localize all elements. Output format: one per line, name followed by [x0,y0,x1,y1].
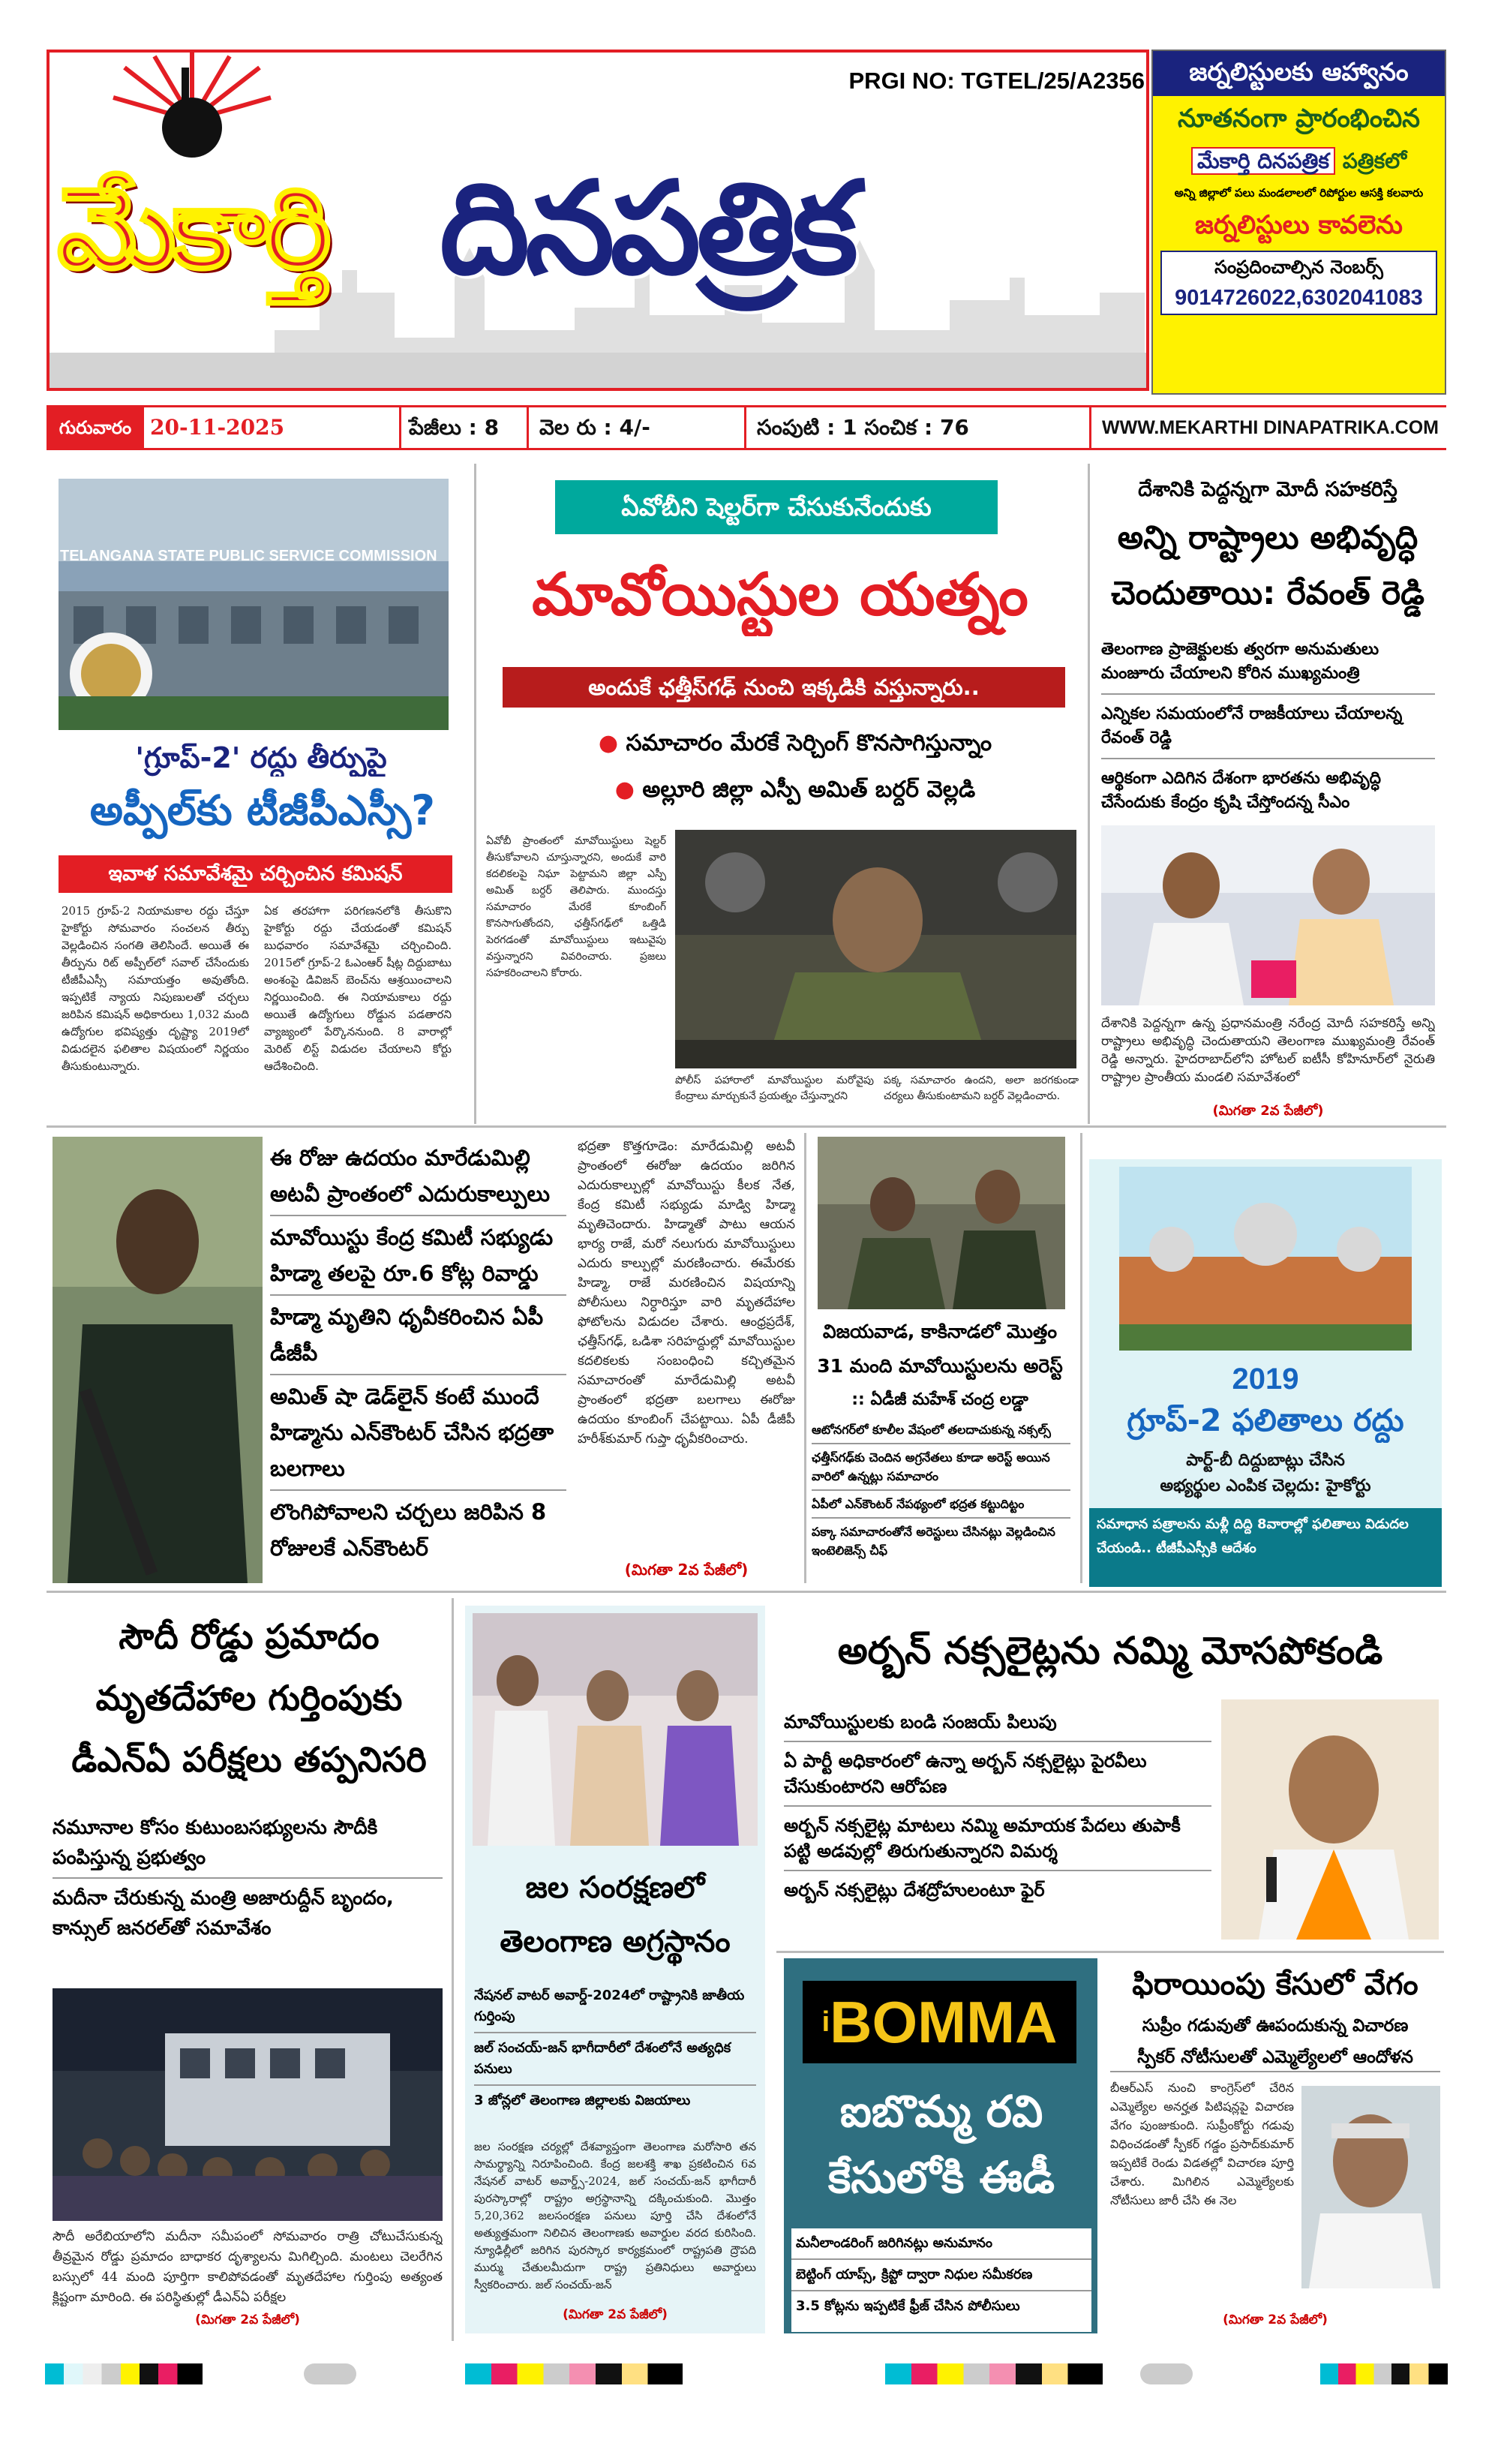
arrest-photo [818,1137,1065,1309]
date-day: గురువారం [47,407,144,448]
s2-caption-right: పక్క సమాచారం ఉందని, అలా జరగకుండా చర్యలు తీసుకుంటామని బర్దర్ వెల్లడించారు. [884,1074,1079,1102]
cm-meeting-photo [1101,825,1435,1005]
high-court-photo [1119,1167,1412,1351]
s4-h2: మావోయిస్టు కేంద్ర కమిటీ సభ్యుడు హిడ్మా తలపై రూ.6 కోట్ల రివార్డు [270,1216,566,1296]
ad-line: అన్ని జిల్లాలో పలు మండలాలలో రిపోర్టుల ఆసక్తి కలవారు [1174,186,1424,200]
s6-title: గ్రూప్-2 ఫలితాలు రద్దు [1127,1402,1404,1438]
masthead-title-red: మేకార్తి [57,164,327,294]
divider [1080,1133,1082,1583]
hidma-photo [53,1137,263,1583]
ibomma-logo-main: BOMMA [830,1989,1058,2055]
s1-kicker: 'గ్రూప్-2' రద్దు తీర్పుపై [135,741,387,774]
s5-sub: :: ఏడీజీ మహేశ్ చంద్ర లడ్డా [851,1390,1028,1409]
s8-box [465,1606,765,2333]
s2-bullet1-text: సమాచారం మేరకే సెర్చింగ్ కొనసాగిస్తున్నాం [626,730,992,756]
s2-body: ఏవోబీ ప్రాంతంలో మావోయిస్టులు షెల్టర్ తీసుకోవాలని చూస్తున్నారని, అందుకే వారి కదలికలపై నిఘా పెట్టామని జిల్లా ఎస్పీ అమిత్ బర్దర్ తెలిపారు. ముందస్తు సమాచారం మేరకే కూంబింగ్ కొనసాగుతోందని, ఛత్తీస్‌గఢ్‌లో ఒత్తిడి పెరగడంతో మావోయిస్టులు ఇటువైపు వస్తున్నారని వివరించారు. ప్రజలు సహకరించాలని కోరారు. [486,835,666,979]
s4-h1: ఈ రోజు ఉదయం మారేడుమిల్లి అటవీ ప్రాంతంలో ఎదురుకాల్పులు [270,1137,566,1216]
divider [474,464,476,1124]
s9-point2: ఏ పార్టీ అధికారంలో ఉన్నా అర్బన్ నక్సలైట్లు పైరవీలు చేసుకుంటారని ఆరోపణ [784,1742,1211,1807]
s10-point1: మనీలాండరింగ్ జరిగినట్లు అనుమానం [791,2228,1091,2260]
s10-point2: బెట్టింగ్ యాప్స్, క్రిప్టో ద్వారా నిధుల సమీకరణ [791,2260,1091,2291]
s10-points [791,2228,1091,2332]
s6-box [1089,1159,1442,1587]
s8-point1: నేషనల్ వాటర్ అవార్డ్-2024లో రాష్ట్రానికి జాతీయ గుర్తింపు [474,1981,756,2033]
ad-title: జర్నలిస్టులకు ఆహ్వానం [1153,51,1445,96]
s5-point4: పక్కా సమాచారంతోనే అరెస్టులు చేసినట్లు వెల్లడించిన ఇంటెలిజెన్స్ చీఫ్ [812,1525,1055,1558]
ad-brand-row [1153,141,1445,182]
s2-caption-left: పోలీస్ పహారాలో మావోయిస్టుల మరోవైపు కేంద్రాలు మార్చుకునే ప్రయత్నం చేస్తున్నారని [675,1074,874,1102]
s8-point3: 3 జోన్లలో తెలంగాణ జిల్లాలకు విజయాలు [474,2093,691,2108]
s6-note: సమాధాన పత్రాలను మళ్లీ దిద్ది 8వారాల్లో ఫలితాలు విడుదల చేయండి.. టీజీపీఎస్సీకి ఆదేశం [1089,1508,1442,1587]
s11-title: ఫిరాయింపు కేసులో వేగం [1132,1967,1418,2002]
ibomma-logo [803,1981,1076,2063]
s7-title: సౌదీ రోడ్డు ప్రమాదం మృతదేహాల గుర్తింపుకు డీఎన్‌ఏ పరీక్షలు తప్పనిసరి [71,1616,427,1780]
s6-sub1: పార్ట్-బీ దిద్దుబాట్లు చేసిన [1186,1451,1345,1470]
divider [47,1125,1446,1128]
masthead [47,50,1149,391]
divider [452,1598,454,2341]
registration-marks [45,2363,1448,2384]
s2-bullet2: ● అల్లూరి జిల్లా ఎస్పీ అమిత్ బర్దర్ వెల్లడి [614,777,976,803]
s1-body-col1: 2015 గ్రూప్-2 నియామకాల రద్దు చేస్తూ హైకోర్టు సోమవారం సంచలన తీర్పు వెల్లడించిన సంగతి తెలిసిందే. అయితే ఈ తీర్పును రిట్ అప్పీల్‌లో సవాల్ చేసేందుకు టీజీపీఎస్సీ సమాయత్తం అవుతోంది. ఇప్పటికే న్యాయ నిపుణులతో చర్చలు జరిపిన కమిషన్ అధికారులు 1,032 మంది ఉద్యోగుల భవిష్యత్తు దృష్ట్యా 2019లో విడుదలైన ఫలితాల విషయంలో నిర్ణయం తీసుకుంటున్నారు. [62,904,249,1073]
s3-point3: ఆర్థికంగా ఎదిగిన దేశంగా భారతను అభివృద్ధి చేసేందుకు కేంద్రం కృషి చేస్తోందన్న సీఎం [1101,769,1381,812]
s3-title: అన్ని రాష్ట్రాలు అభివృద్ధి చెందుతాయి: రేవంత్ రెడ్డి [1111,519,1424,612]
s6-sub2: అభ్యర్థుల ఎంపిక చెల్లదు: హైకోర్టు [1160,1477,1371,1495]
s3-point2: ఎన్నికల సమయంలోనే రాజకీయాలు చేయాలన్న రేవంత్ రెడ్డి [1101,695,1435,759]
s8-continued: (మిగతా 2వ పేజీలో) [563,2307,668,2322]
s1-title: అప్పీల్‌కు టీజీపీఎస్సీ? [89,786,436,834]
s4-continued: (మిగతా 2వ పేజీలో) [624,1561,749,1579]
tspsc-photo-text: TELANGANA STATE PUBLIC SERVICE COMMISSION [60,548,437,564]
s10-point3: 3.5 కోట్లను ఇప్పటికే ఫ్రీజ్ చేసిన పోలీసులు [796,2298,1020,2314]
journalist-ad [1151,50,1446,395]
masthead-title-blue: దినపత్రిక [440,155,854,303]
divider [1088,464,1090,1124]
volume-issue: సంపుటి : 1 సంచిక : 76 [744,407,1059,448]
ad-brand-suffix: పత్రికలో [1342,149,1407,173]
s4-body: భద్రతా కొత్తగూడెం: మారేడుమిల్లి అటవీ ప్రాంతంలో ఈరోజు ఉదయం జరిగిన ఎదురుకాల్పుల్లో మావోయిస్టు కీలక నేత, కేంద్ర కమిటీ సభ్యుడు మాడ్వి హిడ్మా మృతిచెందారు. హిడ్మాతో పాటు ఆయన భార్య రాజే, మరో నలుగురు మావోయిస్టులు ఎదురు కాల్పుల్లో మరణించారు. ఈమేరకు హిడ్మా, రాజే మరణించిన విషయాన్ని పోలీసులు నిర్ధారిస్తూ వారి మృతదేహాల ఫోటోలను విడుదల చేశారు. ఆంధ్రప్రదేశ్, ఛత్తీస్‌గఢ్, ఒడిశా సరిహద్దుల్లో మావోయిస్టుల కదలికలకు సంబంధించి కచ్చితమైన సమాచారంతో మారేడుమిల్లి అటవీ ప్రాంతంలో భద్రతా బలగాలు ఈరోజు ఉదయం కూంబింగ్ చేపట్టాయి. ఏపీ డీజీపీ హరీశ్‌కుమార్ గుప్తా ధృవీకరించారు. [578,1139,795,1447]
tspsc-building-photo [59,479,449,730]
masthead-gray-band [50,353,1146,388]
s6-year: 2019 [1232,1363,1299,1396]
ibomma-logo-prefix: i [821,2006,830,2038]
s2-bar: అందుకే ఛత్తీస్‌గఢ్ నుంచి ఇక్కడికి వస్తున్నారు.. [503,667,1065,708]
website[interactable]: WWW.MEKARTHI DINAPATRIKA.COM [1089,407,1446,448]
prgi-number: PRGI NO: TGTEL/25/A2356 [848,68,1145,94]
s11-sub1: సుప్రీం గడువుతో ఊపందుకున్న విచారణ [1142,2016,1409,2036]
s1-body-col2: ఏక తరహాగా పరిగణనలోకి తీసుకొని హైకోర్టు రద్దు చేయడంతో కమిషన్ బుధవారం సమావేశమై చర్చించింది. 2015లో గ్రూప్-2 ఓఎంఆర్ షీట్ల దిద్దుబాటు అంశంపై డివిజన్ బెంచ్‌ను ఆశ్రయించాలని నిర్ణయించింది. ఈ నియామకాలు రద్దు అయితే ఉద్యోగులు రోడ్డున పడతారని వ్యాజ్యంలో పేర్కొననుంది. 8 వారాల్లో మెరిట్ లిస్ట్ విడుదల చేయాలని కోర్టు ఆదేశించింది. [264,904,452,1073]
divider [776,1951,1444,1953]
divider [804,1133,806,1583]
s11-body: బీఆర్‌ఎస్ నుంచి కాంగ్రెస్‌లో చేరిన ఎమ్మెల్యేల అనర్హత పిటిషన్లపై విచారణ వేగం పుంజుకుంది. సుప్రీంకోర్టు గడువు విధించడంతో స్పీకర్ గడ్డం ప్రసాద్‌కుమార్ ఇప్పటికే రెండు విడతల్లో విచారణ పూర్తి చేశారు. మిగిలిన ఎమ్మెల్యేలకు నోటీసులు జారీ చేసి ఈ నెల [1110,2081,1294,2207]
s3-body: దేశానికి పెద్దన్నగా ఉన్న ప్రధానమంత్రి నరేంద్ర మోదీ సహకరిస్తే అన్ని రాష్ట్రాలు అభివృద్ధి చెందుతాయని తెలంగాణ ముఖ్యమంత్రి రేవంత్ రెడ్డి అన్నారు. హైదరాబాద్‌లోని హోటల్ ఐటీసీ కోహినూర్‌లో నైరుతి రాష్ట్రాల ప్రాంతీయ మండలి సమావేశంలో [1101,1016,1435,1085]
s4-h3: హిడ్మా మృతిని ధృవీకరించిన ఏపీ డీజీపీ [270,1296,566,1375]
s7-point1: నమూనాల కోసం కుటుంబసభ్యులను సౌదీకి పంపిస్తున్న ప్రభుత్వం [53,1808,443,1879]
s11-sub2: స్పీకర్ నోటీసులతో ఎమ్మెల్యేలలో ఆందోళన [1110,2042,1440,2072]
s5-point3: ఏపీలో ఎన్‌కౌంటర్ నేపథ్యంలో భద్రత కట్టుదిట్టం [812,1491,1070,1519]
issue-date: 20-11-2025 [150,415,285,440]
s9-point1: మావోయిస్టులకు బండి సంజయ్ పిలుపు [784,1703,1211,1742]
price: వెల రు : 4/- [527,407,699,448]
ad-phones: 9014726022,6302041083 [1175,286,1423,310]
s5-title: విజయవాడ, కాకినాడలో మొత్తం 31 మంది మావోయిస్టులను అరెస్ట్ [817,1321,1063,1377]
ad-sub: నూతనంగా ప్రారంభించిన [1177,104,1421,134]
ad-contact-label: సంప్రదించాల్సిన నెంబర్స్ [1214,257,1383,278]
bandi-sanjay-photo [1221,1699,1439,1940]
s5-point2: ఛత్తీస్‌గఢ్‌కు చెందిన అగ్రనేతలు కూడా అరెస్ట్ అయిన వారిలో ఉన్నట్లు సమాచారం [812,1444,1070,1491]
divider [47,1591,1446,1593]
s2-bullet2-text: అల్లూరి జిల్లా ఎస్పీ అమిత్ బర్దర్ వెల్లడి [642,777,976,803]
s7-points [53,1808,443,1988]
s9-title: అర్బన్ నక్సలైట్లను నమ్మి మోసపోకండి [837,1629,1383,1672]
s11-continued: (మిగతా 2వ పేజీలో) [1223,2312,1328,2327]
s5-point1: ఆటోనగర్‌లో కూలీల వేషంలో తలదాచుకున్న నక్సల్స్ [812,1417,1070,1444]
s7-continued: (మిగతా 2వ పేజీలో) [195,2312,300,2327]
s8-point2: జల్ సంచయ్-జన్ భాగీదారీలో దేశంలోనే అత్యధిక పనులు [474,2033,756,2086]
s4-h4: అమిత్ షా డెడ్‌లైన్ కంటే ముందే హిడ్మాను ఎన్‌కౌంటర్ చేసిన భద్రతా బలగాలు [270,1375,566,1491]
saudi-bus-photo [53,1988,443,2221]
s3-continued: (మిగతా 2వ పేజీలో) [1212,1103,1324,1119]
s3-kicker: దేశానికి పెద్దన్నగా మోదీ సహకరిస్తే [1138,478,1397,501]
s2-kicker: ఏవోబీని షెల్టర్‌గా చేసుకునేందుకు [555,480,998,534]
ad-brand: మేకార్తి దినపత్రిక [1191,147,1335,175]
award-photo [473,1613,758,1846]
page-count: పేజీలు : 8 [399,407,512,448]
s3-point1: తెలంగాణ ప్రాజెక్టులకు త్వరగా అనుమతులు మంజూరు చేయాలని కోరిన ముఖ్యమంత్రి [1101,630,1435,695]
s7-point2: మదీనా చేరుకున్న మంత్రి అజారుద్దీన్ బృందం, కాన్సుల్ జనరల్‌తో సమావేశం [53,1887,394,1940]
s4-headlines [270,1137,566,1587]
ad-wanted: జర్నలిస్టులు కావలెను [1195,210,1403,240]
speaker-photo [1301,2086,1440,2288]
s9-points [784,1703,1211,1958]
s4-h5: లొంగిపోవాలని చర్చలు జరిపిన 8 రోజులకే ఎన్‌కౌంటర్ [270,1499,547,1561]
sp-amit-barder-photo [675,830,1076,1068]
s2-title: మావోయిస్టుల యత్నం [532,561,1028,629]
s9-point4: అర్బన్ నక్సలైట్లు దేశద్రోహులంటూ ఫైర్ [784,1880,1045,1901]
s2-bullet1: ● సమాచారం మేరకే సెర్చింగ్ కొనసాగిస్తున్నాం [598,730,992,756]
s1-bar: ఇవాళ సమావేశమై చర్చించిన కమిషన్ [59,855,452,893]
info-bar [47,405,1446,450]
s10-title: ఐబొమ్మ రవి కేసులోకి ఈడీ [827,2086,1055,2203]
s9-point3: అర్బన్ నక్సలైట్ల మాటలు నమ్మి అమాయక పేదలు తుపాకీ పట్టి అడవుల్లో తిరుగుతున్నారని విమర్శ [784,1807,1211,1871]
ad-contact-box [1160,251,1437,315]
s8-title: జల సంరక్షణలో తెలంగాణ అగ్రస్థానం [500,1871,731,1959]
s10-box [784,1958,1097,2333]
s8-body: జల సంరక్షణ చర్యల్లో దేశవ్యాప్తంగా తెలంగాణ మరోసారి తన సామర్థ్యాన్ని నిరూపించింది. కేంద్ర జలశక్తి శాఖ ప్రకటించిన 6వ నేషనల్ వాటర్ అవార్డ్స్-2024, జల్ సంచయ్-జన్ భాగీదారీ పురస్కారాల్లో రాష్ట్రం అగ్రస్థానాన్ని దక్కించుకుంది. మొత్తం 5,20,362 జలసంరక్షణ పనులు పూర్తి చేసి దేశంలోనే అత్యుత్తమంగా నిలిచిన తెలంగాణకు అవార్డుల వరద కురిసింది. న్యూఢిల్లీలో జరిగిన పురస్కార కార్యక్రమంలో రాష్ట్రపతి ద్రౌపది ముర్ము చేతులమీదుగా రాష్ట్ర ప్రతినిధులు అవార్డులు స్వీకరించారు. జల్ సంచయ్-జన్ [474,2140,756,2291]
s7-body: సౌదీ అరేబియాలోని మదీనా సమీపంలో సోమవారం రాత్రి చోటుచేసుకున్న తీవ్రమైన రోడ్డు ప్రమాదం బాధాకర దృశ్యాలను మిగిల్చింది. మంటలు చెలరేగిన బస్సులో 44 మంది పూర్తిగా కాలిపోవడంతో మృతదేహాల గుర్తింపు అత్యంత క్లిష్టంగా మారింది. ఈ పరిస్థితుల్లో డీఎన్‌ఏ పరీక్షల [53,2229,443,2305]
s3-points [1101,630,1435,818]
s5-points [812,1417,1070,1583]
s8-points [474,1981,756,2138]
